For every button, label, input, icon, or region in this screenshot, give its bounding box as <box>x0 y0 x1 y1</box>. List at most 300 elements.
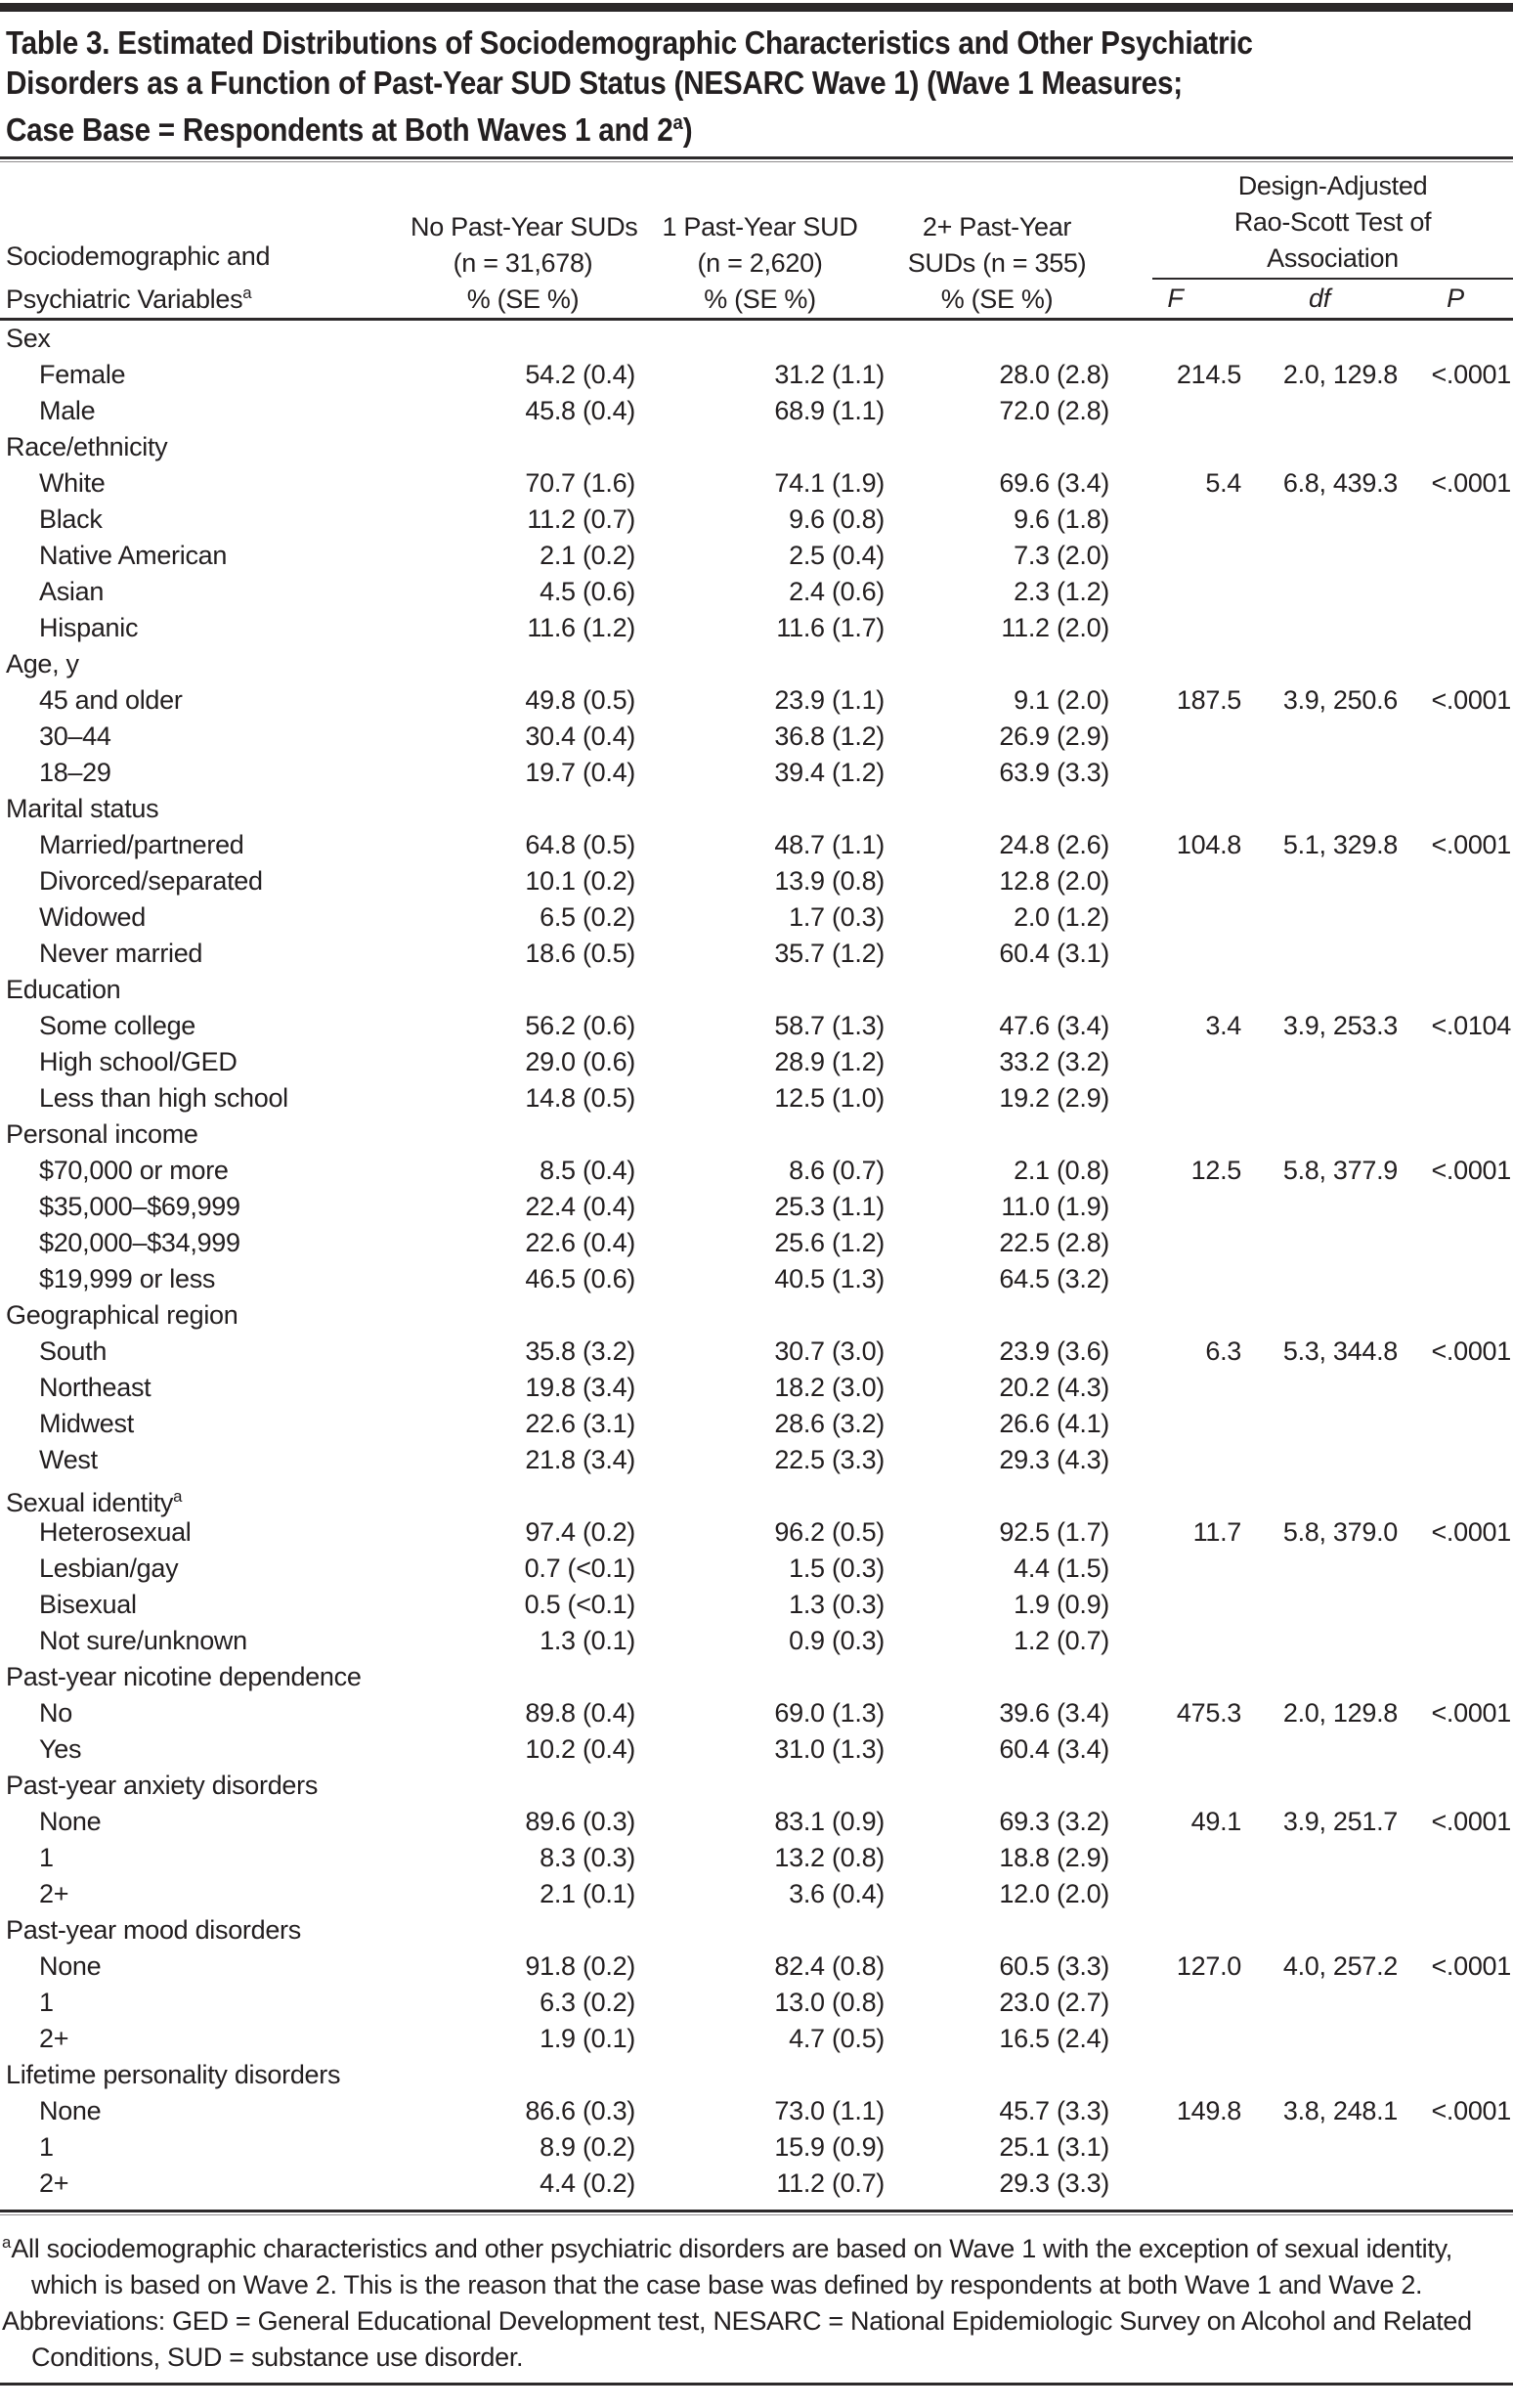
cell-df <box>1241 719 1398 755</box>
cell-no-sud: 14.8 (0.5) <box>525 1083 635 1113</box>
cell-two-plus-sud: 11.0 (1.9) <box>1001 1192 1109 1221</box>
cell-f <box>1109 1406 1241 1442</box>
row-label: 2+ <box>39 1879 69 1908</box>
cell-f <box>1109 791 1241 827</box>
cell-no-sud: 19.8 (3.4) <box>525 1373 635 1402</box>
cell-df <box>1241 1551 1398 1587</box>
cell-one-sud: 8.6 (0.7) <box>789 1156 885 1185</box>
header-col-no-sud-line-2: (n = 31,678) <box>453 248 593 278</box>
cell-f: 475.3 <box>1176 1698 1241 1728</box>
cell-df <box>1241 1623 1398 1659</box>
cell-one-sud: 68.9 (1.1) <box>774 396 885 425</box>
cell-df <box>1241 1912 1398 1948</box>
cell-p: <.0001 <box>1431 1156 1511 1185</box>
header-stat-title-line-3: Association <box>1267 243 1399 273</box>
cell-one-sud: 1.3 (0.3) <box>789 1590 885 1619</box>
cell-two-plus-sud: 39.6 (3.4) <box>999 1698 1109 1728</box>
cell-p: <.0001 <box>1431 685 1511 715</box>
cell-p <box>1398 1297 1513 1334</box>
table-row <box>0 610 1513 646</box>
row-label: Divorced/separated <box>39 866 263 896</box>
table-row <box>0 1153 1513 1189</box>
table-row <box>0 1912 1513 1948</box>
cell-no-sud: 4.5 (0.6) <box>540 577 635 606</box>
cell-two-plus-sud: 29.3 (3.3) <box>999 2168 1109 2198</box>
table-header <box>0 162 1513 321</box>
cell-df: 3.9, 251.7 <box>1282 1807 1398 1836</box>
cell-no-sud: 8.3 (0.3) <box>540 1843 635 1872</box>
cell-p <box>1398 1080 1513 1116</box>
table-row <box>0 755 1513 791</box>
table-title-close-paren: ) <box>682 111 693 148</box>
table-row <box>0 1225 1513 1261</box>
cell-f: 12.5 <box>1190 1156 1241 1185</box>
cell-f <box>1109 1659 1241 1695</box>
cell-no-sud <box>411 321 635 357</box>
cell-p <box>1398 1225 1513 1261</box>
table-row <box>0 1406 1513 1442</box>
table-row <box>0 1695 1513 1731</box>
cell-df: 3.9, 250.6 <box>1282 685 1398 715</box>
footnote-abbreviations <box>2 2303 1511 2376</box>
row-label: Female <box>39 360 126 389</box>
cell-one-sud: 13.0 (0.8) <box>774 1988 885 2017</box>
cell-one-sud <box>635 429 885 465</box>
cell-two-plus-sud: 2.1 (0.8) <box>1014 1156 1109 1185</box>
cell-f: 214.5 <box>1176 360 1241 389</box>
cell-p <box>1398 2021 1513 2057</box>
cell-two-plus-sud <box>885 321 1109 357</box>
cell-one-sud: 74.1 (1.9) <box>774 468 885 498</box>
row-label: Sexual identity$^a$ <box>6 1487 183 1517</box>
row-label: 1 <box>39 1988 54 2017</box>
cell-two-plus-sud <box>885 1116 1109 1153</box>
cell-no-sud: 21.8 (3.4) <box>525 1445 635 1474</box>
cell-two-plus-sud <box>885 1659 1109 1695</box>
cell-p <box>1398 1116 1513 1153</box>
cell-no-sud: 22.6 (3.1) <box>525 1409 635 1438</box>
cell-no-sud: 64.8 (0.5) <box>525 830 635 859</box>
table-row <box>0 538 1513 574</box>
row-label: Sex <box>6 324 51 353</box>
cell-one-sud: 28.9 (1.2) <box>774 1047 885 1076</box>
table-row <box>0 1731 1513 1768</box>
cell-df <box>1241 2129 1398 2166</box>
cell-p <box>1398 899 1513 936</box>
row-label: White <box>39 468 106 498</box>
cell-df <box>1241 1406 1398 1442</box>
row-label: $19,999 or less <box>39 1264 216 1293</box>
cell-p <box>1398 755 1513 791</box>
cell-p <box>1398 1587 1513 1623</box>
cell-no-sud: 49.8 (0.5) <box>525 685 635 715</box>
cell-f <box>1109 321 1241 357</box>
cell-no-sud: 8.9 (0.2) <box>540 2132 635 2162</box>
cell-two-plus-sud: 19.2 (2.9) <box>999 1083 1109 1113</box>
cell-f <box>1109 2129 1241 2166</box>
cell-two-plus-sud: 28.0 (2.8) <box>999 360 1109 389</box>
header-stub-line-1: Sociodemographic and <box>6 241 271 271</box>
cell-one-sud: 30.7 (3.0) <box>774 1336 885 1366</box>
row-label: Lifetime personality disorders <box>6 2060 341 2089</box>
cell-df <box>1241 429 1398 465</box>
header-col-no-sud-line-1: No Past-Year SUDs <box>411 212 638 241</box>
cell-two-plus-sud: 92.5 (1.7) <box>999 1517 1109 1547</box>
cell-two-plus-sud: 2.3 (1.2) <box>1014 577 1109 606</box>
cell-df: 3.9, 253.3 <box>1282 1011 1398 1040</box>
row-label: Past-year anxiety disorders <box>6 1771 319 1800</box>
cell-f <box>1109 936 1241 972</box>
header-stub <box>0 239 411 318</box>
cell-two-plus-sud: 18.8 (2.9) <box>999 1843 1109 1872</box>
cell-f <box>1109 610 1241 646</box>
cell-p <box>1398 2129 1513 2166</box>
cell-no-sud: 10.2 (0.4) <box>525 1734 635 1764</box>
cell-one-sud: 36.8 (1.2) <box>774 722 885 751</box>
cell-no-sud: 97.4 (0.2) <box>525 1517 635 1547</box>
cell-one-sud: 25.6 (1.2) <box>774 1228 885 1257</box>
cell-f: 127.0 <box>1176 1951 1241 1981</box>
row-label: Personal income <box>6 1119 198 1149</box>
cell-f <box>1109 1442 1241 1478</box>
row-label: 1 <box>39 2132 54 2162</box>
cell-two-plus-sud <box>885 972 1109 1008</box>
cell-two-plus-sud: 69.6 (3.4) <box>999 468 1109 498</box>
cell-two-plus-sud <box>885 1912 1109 1948</box>
row-label: Yes <box>39 1734 82 1764</box>
cell-f <box>1109 1731 1241 1768</box>
cell-df: 2.0, 129.8 <box>1282 360 1398 389</box>
cell-no-sud <box>411 1297 635 1334</box>
cell-one-sud <box>635 1116 885 1153</box>
cell-no-sud <box>411 791 635 827</box>
cell-no-sud: 35.8 (3.2) <box>525 1336 635 1366</box>
cell-p <box>1398 1768 1513 1804</box>
table-row <box>0 1659 1513 1695</box>
row-label: Education <box>6 975 121 1004</box>
cell-df <box>1241 574 1398 610</box>
cell-p <box>1398 646 1513 682</box>
header-stat-title-line-1: Design-Adjusted <box>1237 171 1428 200</box>
row-label: Past-year nicotine dependence <box>6 1662 362 1691</box>
row-label: 45 and older <box>39 685 183 715</box>
table-row <box>0 1442 1513 1478</box>
cell-two-plus-sud: 26.9 (2.9) <box>999 722 1109 751</box>
cell-one-sud: 3.6 (0.4) <box>789 1879 885 1908</box>
cell-two-plus-sud: 2.0 (1.2) <box>1014 902 1109 932</box>
cell-f <box>1109 574 1241 610</box>
header-f-label: F <box>1167 284 1184 313</box>
cell-df <box>1241 1080 1398 1116</box>
header-col-two-plus-sud-line-1: 2+ Past-Year <box>922 212 1072 241</box>
header-col-two-plus-sud <box>885 209 1109 318</box>
cell-f: 3.4 <box>1205 1011 1241 1040</box>
cell-f <box>1109 646 1241 682</box>
cell-p <box>1398 502 1513 538</box>
cell-f: 5.4 <box>1205 468 1241 498</box>
cell-df <box>1241 936 1398 972</box>
cell-one-sud: 25.3 (1.1) <box>774 1192 885 1221</box>
cell-two-plus-sud: 23.0 (2.7) <box>999 1988 1109 2017</box>
cell-one-sud <box>635 791 885 827</box>
cell-one-sud: 9.6 (0.8) <box>789 504 885 534</box>
cell-df: 5.8, 379.0 <box>1282 1517 1398 1547</box>
cell-p <box>1398 1840 1513 1876</box>
cell-f <box>1109 863 1241 899</box>
cell-df: 6.8, 439.3 <box>1282 468 1398 498</box>
cell-df <box>1241 2166 1398 2202</box>
cell-p <box>1398 1370 1513 1406</box>
cell-f <box>1109 2021 1241 2057</box>
table-row <box>0 1370 1513 1406</box>
row-label: Heterosexual <box>39 1517 192 1547</box>
table-row <box>0 1985 1513 2021</box>
table-row <box>0 1514 1513 1551</box>
cell-one-sud: 23.9 (1.1) <box>774 685 885 715</box>
cell-no-sud: 11.2 (0.7) <box>527 504 635 534</box>
cell-p <box>1398 429 1513 465</box>
cell-one-sud: 13.2 (0.8) <box>774 1843 885 1872</box>
cell-f <box>1109 1080 1241 1116</box>
cell-df <box>1241 1840 1398 1876</box>
row-label: Black <box>39 504 103 534</box>
cell-p <box>1398 2057 1513 2093</box>
cell-one-sud: 48.7 (1.1) <box>774 830 885 859</box>
cell-f <box>1109 1587 1241 1623</box>
cell-two-plus-sud <box>885 1768 1109 1804</box>
table-row <box>0 1768 1513 1804</box>
table-row <box>0 1587 1513 1623</box>
table-row <box>0 1948 1513 1985</box>
row-label: Age, y <box>6 649 79 679</box>
row-label: Never married <box>39 939 203 968</box>
cell-one-sud: 18.2 (3.0) <box>774 1373 885 1402</box>
cell-f <box>1109 1912 1241 1948</box>
cell-two-plus-sud: 12.0 (2.0) <box>999 1879 1109 1908</box>
cell-f: 149.8 <box>1176 2096 1241 2125</box>
cell-df <box>1241 393 1398 429</box>
cell-f <box>1109 2057 1241 2093</box>
cell-f: 187.5 <box>1176 685 1241 715</box>
cell-two-plus-sud: 26.6 (4.1) <box>999 1409 1109 1438</box>
cell-no-sud: 0.5 (<0.1) <box>524 1590 635 1619</box>
cell-no-sud: 86.6 (0.3) <box>525 2096 635 2125</box>
row-label: None <box>39 1951 102 1981</box>
cell-p <box>1398 972 1513 1008</box>
cell-df <box>1241 899 1398 936</box>
cell-two-plus-sud: 16.5 (2.4) <box>999 2024 1109 2053</box>
header-stat-group <box>1109 168 1513 318</box>
table-row <box>0 1840 1513 1876</box>
cell-f <box>1109 972 1241 1008</box>
footnote-a <box>2 2224 1511 2303</box>
cell-one-sud: 0.9 (0.3) <box>789 1626 885 1655</box>
cell-no-sud: 4.4 (0.2) <box>540 2168 635 2198</box>
table-row <box>0 429 1513 465</box>
cell-two-plus-sud: 11.2 (2.0) <box>1001 613 1109 642</box>
header-col-one-sud-line-3: % (SE %) <box>704 285 816 314</box>
table-title-line-3-text: Case Base = Respondents at Both Waves 1 and 2 <box>6 111 673 148</box>
row-label: Midwest <box>39 1409 134 1438</box>
cell-no-sud: 18.6 (0.5) <box>525 939 635 968</box>
cell-p <box>1398 791 1513 827</box>
cell-f <box>1109 538 1241 574</box>
cell-one-sud: 39.4 (1.2) <box>774 758 885 787</box>
row-label: Northeast <box>39 1373 151 1402</box>
row-label: No <box>39 1698 72 1728</box>
cell-no-sud: 89.8 (0.4) <box>525 1698 635 1728</box>
table-row <box>0 646 1513 682</box>
cell-f <box>1109 1116 1241 1153</box>
header-stub-superscript: a <box>242 284 252 302</box>
header-stat-title-line-2: Rao-Scott Test of <box>1233 207 1432 237</box>
table-row <box>0 972 1513 1008</box>
cell-p: <.0001 <box>1431 1807 1511 1836</box>
cell-two-plus-sud <box>885 429 1109 465</box>
cell-no-sud: 30.4 (0.4) <box>525 722 635 751</box>
cell-f <box>1109 393 1241 429</box>
cell-p: <.0001 <box>1431 1517 1511 1547</box>
cell-two-plus-sud: 1.2 (0.7) <box>1014 1626 1109 1655</box>
cell-one-sud: 69.0 (1.3) <box>774 1698 885 1728</box>
row-label: 2+ <box>39 2024 69 2053</box>
cell-one-sud <box>635 646 885 682</box>
cell-no-sud: 1.3 (0.1) <box>540 1626 635 1655</box>
cell-one-sud: 31.0 (1.3) <box>774 1734 885 1764</box>
top-divider-bar <box>0 3 1513 12</box>
cell-one-sud <box>635 1768 885 1804</box>
row-label: $35,000–$69,999 <box>39 1192 240 1221</box>
cell-two-plus-sud: 22.5 (2.8) <box>999 1228 1109 1257</box>
cell-no-sud: 70.7 (1.6) <box>525 468 635 498</box>
table-row <box>0 393 1513 429</box>
cell-two-plus-sud: 4.4 (1.5) <box>1014 1554 1109 1583</box>
header-col-two-plus-sud-line-3: % (SE %) <box>940 285 1054 314</box>
table-row <box>0 899 1513 936</box>
cell-p <box>1398 1044 1513 1080</box>
cell-p <box>1398 1876 1513 1912</box>
row-label: Male <box>39 396 96 425</box>
cell-two-plus-sud <box>885 646 1109 682</box>
cell-p: <.0104 <box>1431 1011 1511 1040</box>
cell-f <box>1109 1876 1241 1912</box>
row-label: Geographical region <box>6 1300 238 1330</box>
table-row <box>0 2057 1513 2093</box>
cell-df <box>1241 972 1398 1008</box>
cell-one-sud: 12.5 (1.0) <box>774 1083 885 1113</box>
footnote-a-text: All sociodemographic characteristics and other psychiatric disorders are based on Wave 1 with the exception of sexual identity, which is based on Wave 2. This is the reason that the case base was defined by respondents at both Wave 1 and Wave 2. <box>11 2234 1452 2299</box>
cell-df <box>1241 1587 1398 1623</box>
bottom-rule <box>0 2383 1513 2386</box>
table-row <box>0 1044 1513 1080</box>
cell-no-sud: 56.2 (0.6) <box>525 1011 635 1040</box>
table-row <box>0 1334 1513 1370</box>
cell-f <box>1109 1623 1241 1659</box>
cell-two-plus-sud: 9.6 (1.8) <box>1014 504 1109 534</box>
cell-no-sud: 1.9 (0.1) <box>540 2024 635 2053</box>
cell-two-plus-sud: 23.9 (3.6) <box>999 1336 1109 1366</box>
cell-df <box>1241 1189 1398 1225</box>
table-title-superscript: a <box>672 111 683 134</box>
cell-no-sud <box>411 2057 635 2093</box>
cell-one-sud: 13.9 (0.8) <box>774 866 885 896</box>
cell-no-sud: 22.6 (0.4) <box>525 1228 635 1257</box>
cell-df: 4.0, 257.2 <box>1282 1951 1398 1981</box>
cell-df <box>1241 1044 1398 1080</box>
cell-p <box>1398 1659 1513 1695</box>
cell-two-plus-sud: 63.9 (3.3) <box>999 758 1109 787</box>
cell-one-sud: 35.7 (1.2) <box>774 939 885 968</box>
table-row <box>0 2129 1513 2166</box>
cell-df <box>1241 1768 1398 1804</box>
row-label: Race/ethnicity <box>6 432 168 461</box>
cell-df <box>1241 646 1398 682</box>
cell-no-sud: 54.2 (0.4) <box>525 360 635 389</box>
table-row <box>0 1080 1513 1116</box>
cell-f <box>1109 719 1241 755</box>
cell-df: 5.8, 377.9 <box>1282 1156 1398 1185</box>
cell-two-plus-sud: 60.4 (3.4) <box>999 1734 1109 1764</box>
table-row <box>0 682 1513 719</box>
table-row <box>0 2166 1513 2202</box>
cell-p <box>1398 1985 1513 2021</box>
cell-df <box>1241 321 1398 357</box>
cell-two-plus-sud: 69.3 (3.2) <box>999 1807 1109 1836</box>
header-col-no-sud <box>411 209 638 318</box>
cell-no-sud: 22.4 (0.4) <box>525 1192 635 1221</box>
header-stub-line-2-text: Psychiatric Variables <box>6 285 243 314</box>
cell-one-sud: 73.0 (1.1) <box>774 2096 885 2125</box>
footnote-divider-rule <box>0 2210 1513 2215</box>
cell-df: 3.8, 248.1 <box>1282 2096 1398 2125</box>
cell-p <box>1398 610 1513 646</box>
cell-p: <.0001 <box>1431 1336 1511 1366</box>
row-label: Married/partnered <box>39 830 244 859</box>
header-col-one-sud <box>635 209 885 318</box>
row-label: 18–29 <box>39 758 111 787</box>
cell-f <box>1109 429 1241 465</box>
cell-df <box>1241 755 1398 791</box>
table-row <box>0 1623 1513 1659</box>
cell-no-sud: 10.1 (0.2) <box>525 866 635 896</box>
cell-one-sud: 28.6 (3.2) <box>774 1409 885 1438</box>
cell-no-sud <box>411 1768 635 1804</box>
cell-one-sud <box>635 321 885 357</box>
cell-one-sud: 58.7 (1.3) <box>774 1011 885 1040</box>
cell-p <box>1398 863 1513 899</box>
table-row <box>0 719 1513 755</box>
header-p-label: P <box>1447 284 1464 313</box>
cell-no-sud: 11.6 (1.2) <box>527 613 635 642</box>
cell-f: 49.1 <box>1190 1807 1241 1836</box>
cell-f: 6.3 <box>1205 1336 1241 1366</box>
header-col-no-sud-line-3: % (SE %) <box>466 285 580 314</box>
cell-p <box>1398 1189 1513 1225</box>
table-row <box>0 863 1513 899</box>
cell-two-plus-sud: 60.4 (3.1) <box>999 939 1109 968</box>
row-label: Asian <box>39 577 105 606</box>
cell-one-sud: 22.5 (3.3) <box>774 1445 885 1474</box>
table-row <box>0 1478 1513 1517</box>
cell-f <box>1109 899 1241 936</box>
cell-df: 5.3, 344.8 <box>1282 1336 1398 1366</box>
row-label: Widowed <box>39 902 146 932</box>
cell-one-sud: 1.7 (0.3) <box>789 902 885 932</box>
cell-no-sud <box>411 1912 635 1948</box>
table-row <box>0 936 1513 972</box>
table-row <box>0 1261 1513 1297</box>
cell-two-plus-sud: 45.7 (3.3) <box>999 2096 1109 2125</box>
